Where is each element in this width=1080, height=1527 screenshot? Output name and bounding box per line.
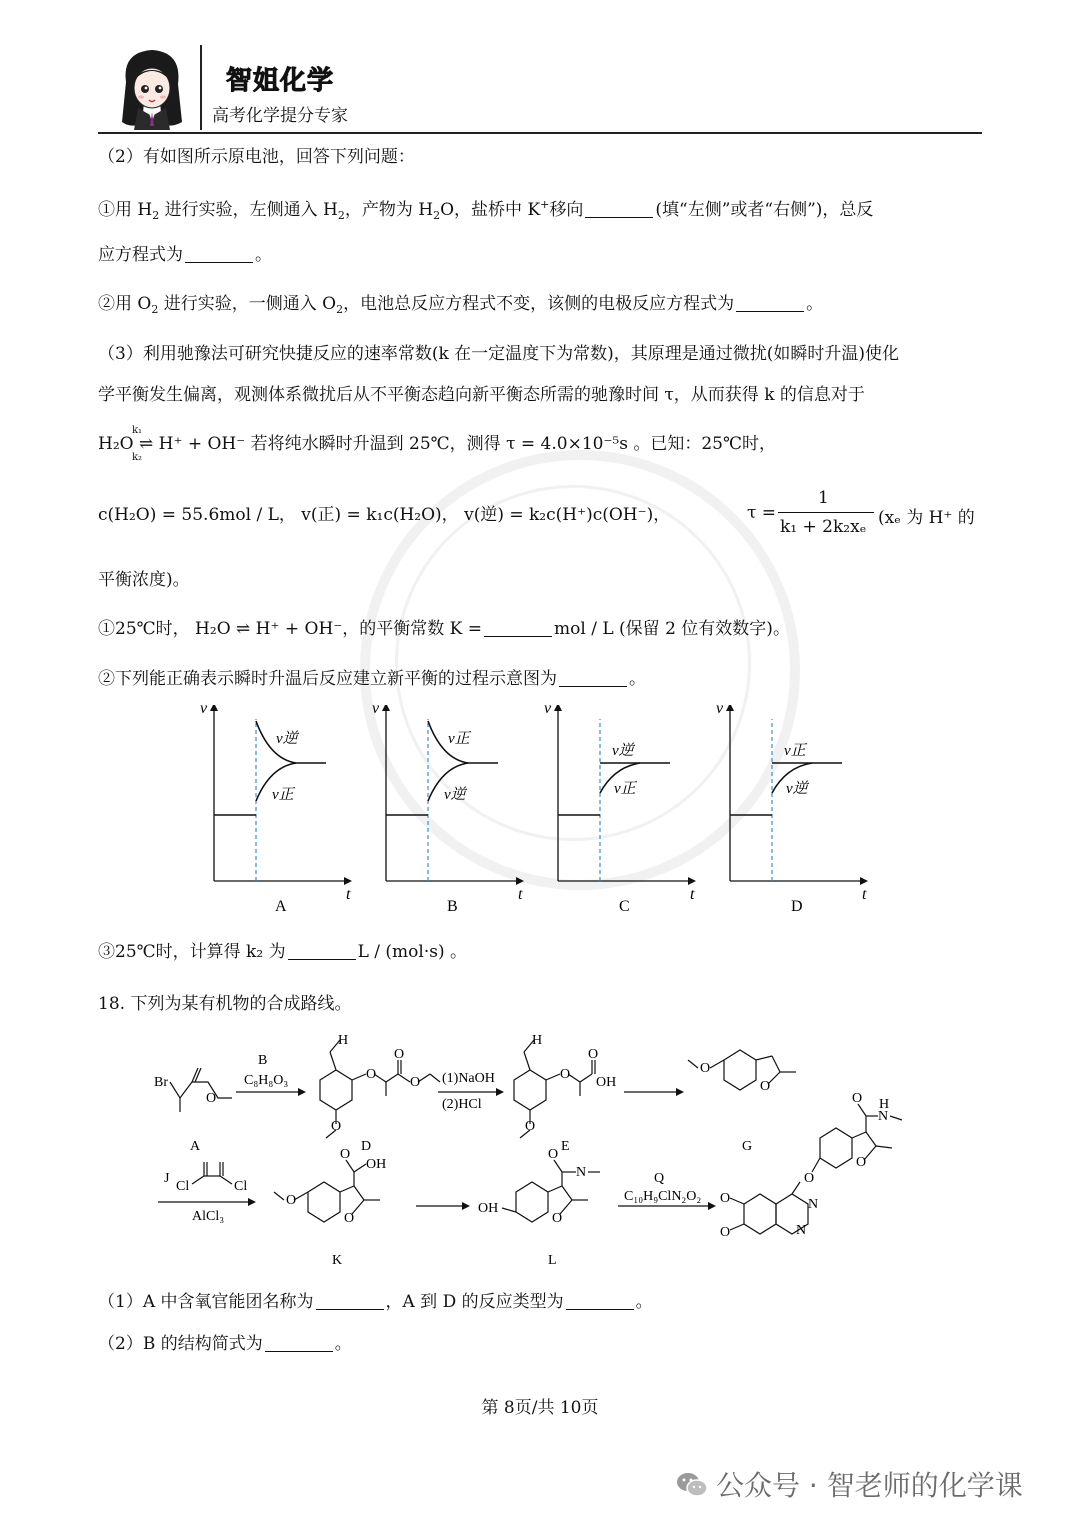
option-label: A — [275, 898, 287, 915]
label-K: K — [332, 1253, 343, 1268]
tau-note: (xₑ 为 H⁺ 的 — [878, 508, 975, 528]
q17-part3-q3: ③25℃时，计算得 k₂ 为 L / (mol·s) 。 — [98, 942, 467, 962]
q17-part3-line3: H₂O ⇌ H⁺ + OH⁻ 若将纯水瞬时升温到 25℃，测得 τ = 4.0×10⁻⁵s 。已知：25℃时， — [98, 434, 777, 454]
upper-curve-label: v正 — [448, 731, 470, 747]
x-axis-label: t — [690, 886, 695, 903]
atom-h: H — [879, 1097, 890, 1112]
y-axis-label: v — [372, 705, 380, 717]
wechat-tag: 公众号 · 智老师的化学课 — [676, 1464, 1023, 1506]
atom-n: N — [796, 1223, 807, 1238]
q17-part3-line1: （3）利用驰豫法可研究快捷反应的速率常数(k 在一定温度下为常数)，其原理是通过微扰(如瞬时升温)使化 — [98, 344, 900, 364]
atom-n: N — [808, 1197, 819, 1212]
equilibrium-equation: H₂O ⇌ H⁺ + OH⁻ — [98, 434, 246, 454]
graph-A — [200, 705, 352, 915]
q17-part3-q1: ①25℃时， H₂O ⇌ H⁺ + OH⁻，的平衡常数 K = mol / L (保留 2 位有效数字)。 — [98, 619, 790, 639]
option-label: B — [447, 898, 458, 915]
arrowhead — [462, 1202, 470, 1210]
atom-o: O — [552, 1211, 563, 1226]
oxalyl-chloride — [192, 1162, 232, 1184]
brand-title: 智姐化学 — [226, 66, 335, 96]
arrowhead — [298, 1088, 306, 1096]
brand-subtitle: 高考化学提分专家 — [212, 106, 348, 126]
graph-C — [544, 705, 696, 915]
q18-q1: （1）A 中含氧官能团名称为 ，A 到 D 的反应类型为 。 — [98, 1292, 653, 1312]
atom-o: O — [856, 1155, 867, 1170]
reagent-hcl: (2)HCl — [442, 1097, 482, 1112]
molecule-product — [730, 1104, 902, 1234]
x-axis-label: t — [862, 886, 867, 903]
atom-o: O — [331, 1119, 342, 1134]
tau-numerator: 1 — [818, 488, 829, 508]
atom-o: O — [760, 1079, 771, 1094]
reagent-alcl3: AlCl₃ — [192, 1209, 225, 1224]
lower-curve-label: v逆 — [786, 781, 808, 797]
atom-o: O — [344, 1211, 355, 1226]
x-axis-arrow — [344, 877, 352, 885]
arrowhead — [496, 1088, 504, 1096]
answer-blank — [316, 1291, 384, 1310]
reagent-J: J — [164, 1171, 170, 1186]
reagent-B-formula: C₈H₈O₃ — [244, 1073, 289, 1088]
y-axis-label: v — [200, 705, 208, 717]
atom-n: N — [576, 1165, 587, 1180]
atom-n: N — [878, 1109, 889, 1124]
answer-blank — [265, 1333, 333, 1352]
y-axis-arrow — [726, 705, 734, 711]
avatar — [112, 42, 192, 130]
q18-title: 18. 下列为某有机物的合成路线。 — [98, 994, 352, 1014]
tau-denominator: k₁ + 2k₂xₑ — [780, 517, 867, 537]
atom-o: O — [206, 1091, 217, 1106]
lower-curve-label: v逆 — [444, 787, 466, 803]
lower-curve-label: v正 — [614, 781, 636, 797]
x-axis-arrow — [516, 877, 524, 885]
x-axis-label: t — [518, 886, 523, 903]
label-E: E — [561, 1139, 570, 1154]
atom-cl: Cl — [176, 1179, 190, 1194]
upper-curve-label: v逆 — [276, 731, 298, 747]
rate-constant-k2: k₂ — [132, 452, 143, 463]
atom-o: O — [560, 1067, 571, 1082]
atom-cl: Cl — [234, 1179, 248, 1194]
x-axis-arrow — [860, 877, 868, 885]
rate-graphs — [190, 705, 890, 920]
graph-B — [372, 705, 524, 915]
arrowhead — [676, 1088, 684, 1096]
y-axis-arrow — [382, 705, 390, 711]
y-axis-label: v — [544, 705, 552, 717]
reagent-naoh: (1)NaOH — [442, 1071, 495, 1086]
atom-ho: OH — [478, 1201, 499, 1216]
tau-symbol: τ = — [747, 503, 777, 523]
upper-curve-label: v正 — [784, 743, 806, 759]
atom-o: O — [366, 1067, 377, 1082]
atom-o: O — [720, 1191, 731, 1206]
synthesis-route — [140, 1030, 920, 1275]
header-divider — [200, 45, 202, 130]
q17-part2-item2: ②用 $O_2$ 进行实验，一侧通入 $O_2$，电池总反应方程式不变，该侧的电极反应方程式为 。 — [98, 294, 824, 316]
molecule-K — [274, 1160, 380, 1222]
atom-o: O — [286, 1193, 297, 1208]
answer-blank — [736, 293, 804, 312]
label-L: L — [548, 1253, 557, 1268]
label-D: D — [361, 1139, 372, 1154]
q17-part2-intro: （2）有如图所示原电池，回答下列问题： — [98, 147, 415, 167]
atom-o: O — [588, 1047, 599, 1062]
answer-blank — [185, 244, 253, 263]
y-axis-arrow — [554, 705, 562, 711]
x-axis-label: t — [346, 886, 351, 903]
atom-o: O — [720, 1225, 731, 1240]
atom-o: O — [525, 1119, 536, 1134]
x-axis-arrow — [688, 877, 696, 885]
q17-part3-line5: 平衡浓度)。 — [98, 570, 190, 590]
molecule-A — [170, 1068, 232, 1112]
upper-curve-label: v逆 — [612, 743, 634, 759]
q17-part2-item1-line2: 应方程式为 。 — [98, 245, 272, 265]
header-rule — [98, 132, 982, 134]
atom-h: H — [338, 1033, 349, 1048]
answer-blank — [585, 199, 653, 218]
fraction-bar — [778, 512, 874, 513]
wechat-icon — [676, 1471, 708, 1506]
arrowhead — [708, 1202, 716, 1210]
y-axis-arrow — [210, 705, 218, 711]
answer-blank — [484, 618, 552, 637]
q17-part3-line4: c(H₂O) = 55.6mol / L， v(正) = k₁c(H₂O)， v(逆) = k₂c(H⁺)c(OH⁻)， — [98, 505, 671, 525]
answer-blank — [288, 941, 356, 960]
atom-o: O — [394, 1047, 405, 1062]
q17-part2-item1-line1: ①用 $H_2$ 进行实验，左侧通入 $H_2$，产物为 $H_2O$，盐桥中 K+移向 (填“左侧”或者“右侧”)，总反 — [98, 198, 874, 222]
reagent-Q: Q — [654, 1171, 665, 1186]
atom-o: O — [340, 1147, 351, 1162]
y-axis-label: v — [716, 705, 724, 717]
label-G: G — [742, 1139, 753, 1154]
label-A: A — [190, 1139, 201, 1154]
atom-o: O — [700, 1061, 711, 1076]
atom-h: H — [532, 1033, 543, 1048]
atom-oh: OH — [366, 1157, 387, 1172]
reagent-Q-formula: C₁₀H₉ClN₂O₂ — [624, 1189, 702, 1204]
answer-blank — [559, 668, 627, 687]
option-label: C — [619, 898, 630, 915]
page-number: 第 8页/共 10页 — [481, 1398, 599, 1418]
graph-D — [716, 705, 868, 915]
atom-oh: OH — [596, 1075, 617, 1090]
q17-part3-q2: ②下列能正确表示瞬时升温后反应建立新平衡的过程示意图为 。 — [98, 669, 646, 689]
q17-part3-line2: 学平衡发生偏离，观测体系微扰后从不平衡态趋向新平衡态所需的驰豫时间 τ，从而获得 k 的信息对于 — [98, 385, 865, 405]
atom-o: O — [804, 1171, 815, 1186]
q18-q2: （2）B 的结构简式为 。 — [98, 1334, 352, 1354]
atom-o: O — [548, 1147, 559, 1162]
reagent-B: B — [258, 1053, 268, 1068]
atom-o: O — [410, 1075, 421, 1090]
atom-o: O — [852, 1091, 863, 1106]
arrowhead — [248, 1198, 256, 1206]
lower-curve-label: v正 — [272, 787, 294, 803]
answer-blank — [566, 1291, 634, 1310]
atom-br: Br — [154, 1075, 168, 1090]
rate-constant-k1: k₁ — [132, 425, 143, 436]
option-label: D — [791, 898, 803, 915]
